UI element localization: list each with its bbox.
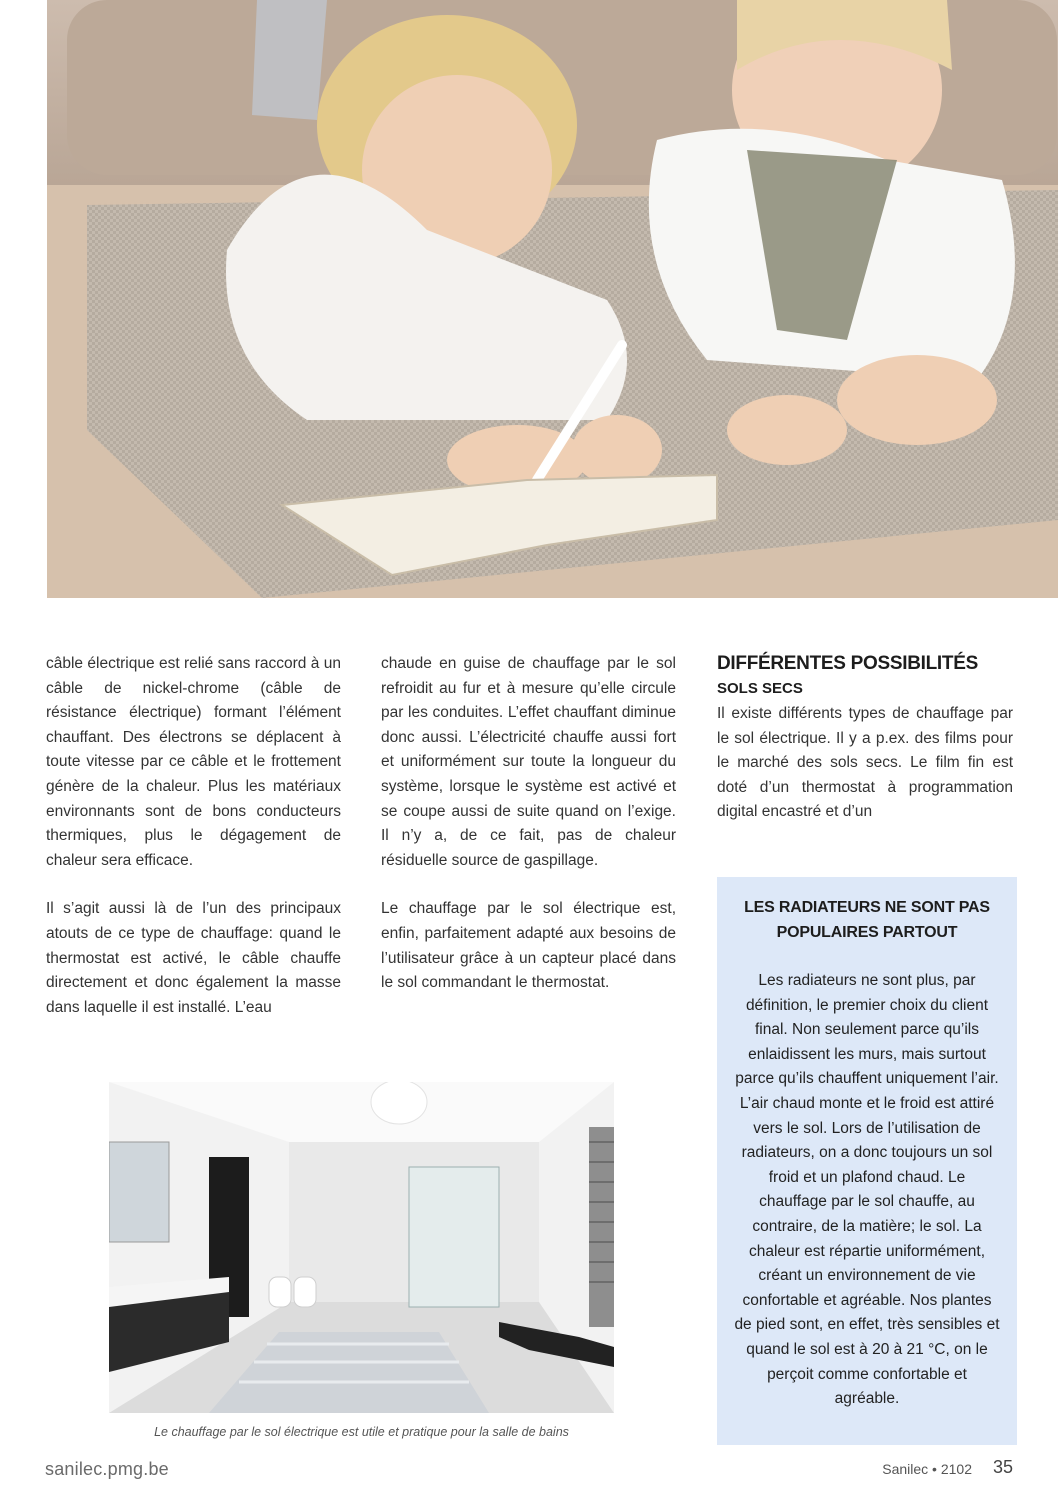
hero-photo-illustration xyxy=(47,0,1058,598)
section-heading: DIFFÉRENTES POSSIBILITÉS xyxy=(717,653,978,674)
sidebar-box xyxy=(717,877,1017,1445)
footer-website[interactable]: sanilec.pmg.be xyxy=(45,1459,169,1479)
paragraph: Il s’agit aussi là de l’un des principaux atouts de ce type de chauffage: quand le thermostat est activé, le câble chauffe directement et donc également la masse dans laquelle il est installé. L’eau xyxy=(46,900,341,1016)
bathroom-photo-illustration xyxy=(109,1082,614,1413)
paragraph: chaude en guise de chauffage par le sol refroidit au fur et à mesure qu’elle circule par les conduites. L’effet chauffant diminue donc aussi. L’électricité chauffe aussi fort et uniformément sur toute la longueur du système, lorsque le système est activé et se coupe aussi de suite quand on l’exige. Il n’y a, de ce fait, pas de chaleur résiduelle source de gaspillage. xyxy=(381,655,676,869)
paragraph: Le chauffage par le sol électrique est, enfin, parfaitement adapté aux besoins de l’utilisateur grâce à un capteur placé dans le sol commandant le thermostat. xyxy=(381,900,676,992)
sidebar-title: LES RADIATEURS NE SONT PAS POPULAIRES PARTOUT xyxy=(744,899,990,941)
sidebar-body: Les radiateurs ne sont plus, par définition, le premier choix du client final. Non seulement parce qu’ils enlaidissent les murs, mais surtout parce qu’ils chauffent uniquement l’air. L’air chaud monte et le froid est attiré vers le sol. Lors de l’utilisation de radiateurs, on a donc toujours un sol froid et un plafond chaud. Le chauffage par le sol chauffe, au contraire, de la matière; le sol. La chaleur est répartie uniformément, créant un environnement de vie confortable et agréable. Nos plantes de pied sont, en effet, très sensibles et quand le sol est à 20 à 21 °C, on le perçoit comme confortable et agréable. xyxy=(734,972,1000,1408)
page-number: 35 xyxy=(992,1457,1013,1477)
photo-caption: Le chauffage par le sol électrique est utile et pratique pour la salle de bains xyxy=(154,1425,569,1439)
bathroom-photo xyxy=(109,1082,614,1413)
paragraph: câble électrique est relié sans raccord à un câble de nickel-chrome (câble de résistance électrique) formant l’élément chauffant. Des électrons se déplacent à toute vitesse par ce câble et le frottement génère de la chaleur. Plus les matériaux environnants sont de bons conducteurs thermiques, plus le dégagement de chaleur sera efficace. xyxy=(46,655,341,869)
section-subheading: SOLS SECS xyxy=(717,680,803,697)
article-column-2 xyxy=(381,652,676,996)
footer-magazine-issue: Sanilec • 2102 xyxy=(882,1461,972,1477)
article-column-3 xyxy=(717,652,1013,825)
hero-photo xyxy=(47,0,1058,598)
article-column-1 xyxy=(46,652,341,1020)
paragraph: Il existe différents types de chauffage par le sol électrique. Il y a p.ex. des films pour le marché des sols secs. Le film fin est doté d’un thermostat à programmation digital encastré et d’un xyxy=(717,705,1013,821)
